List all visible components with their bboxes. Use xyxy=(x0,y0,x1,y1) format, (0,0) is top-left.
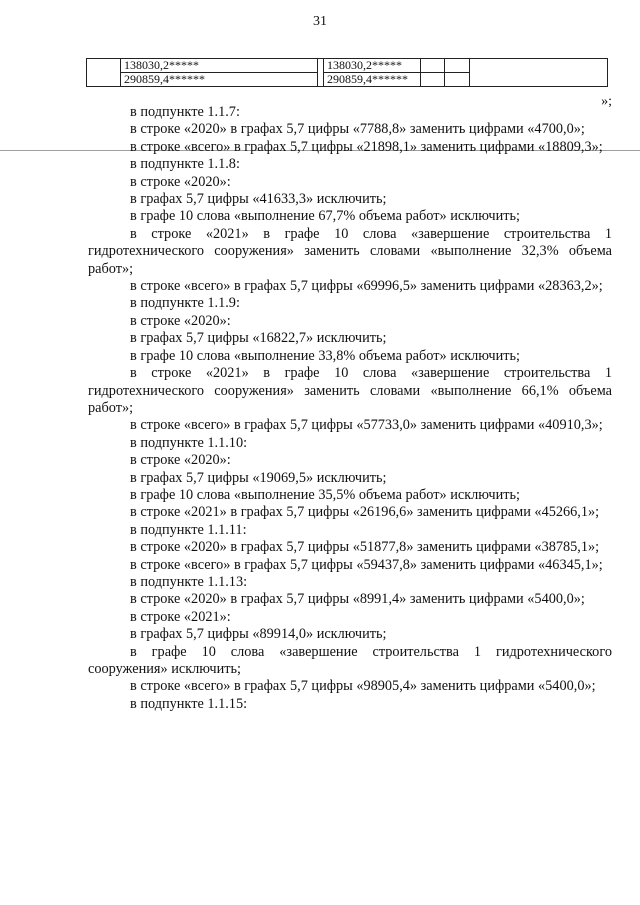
paragraph: в строке «2020» в графах 5,7 цифры «51877,8» заменить цифрами «38785,1»; xyxy=(130,539,600,556)
table-cell xyxy=(445,73,470,87)
paragraph: в графе 10 слова «выполнение 67,7% объема работ» исключить; xyxy=(130,208,520,225)
paragraph: в графах 5,7 цифры «16822,7» исключить; xyxy=(130,330,387,347)
paragraph: в подпункте 1.1.8: xyxy=(130,156,240,173)
page-number: 31 xyxy=(313,14,327,29)
paragraph: в строке «всего» в графах 5,7 цифры «59437,8» заменить цифрами «46345,1»; xyxy=(130,556,603,573)
paragraph: в строке «2020»: xyxy=(130,173,231,190)
document-body xyxy=(88,104,612,713)
paragraph: в строке «2020»: xyxy=(130,312,231,329)
paragraph: в подпункте 1.1.15: xyxy=(130,695,248,712)
paragraph: в строке «2021» в графах 5,7 цифры «26196,6» заменить цифрами «45266,1»; xyxy=(130,504,600,521)
table-cell: 138030,2***** xyxy=(121,59,318,73)
paragraph: в графах 5,7 цифры «41633,3» исключить; xyxy=(130,191,387,208)
closing-quote: »; xyxy=(601,94,612,109)
table-row xyxy=(87,59,608,73)
paragraph: в строке «2021» в графе 10 слова «завершение строительства 1 гидротехнического сооружения» заменить словами «выполнение 32,3% объема работ»; xyxy=(88,225,612,277)
paragraph: в подпункте 1.1.9: xyxy=(130,295,240,312)
table-cell xyxy=(87,59,121,87)
paragraph: в подпункте 1.1.13: xyxy=(130,573,248,590)
table-cell xyxy=(421,73,445,87)
paragraph: в подпункте 1.1.11: xyxy=(130,521,247,538)
paragraph: в строке «2020» в графах 5,7 цифры «7788,8» заменить цифрами «4700,0»; xyxy=(130,121,585,138)
table-cell xyxy=(421,59,445,73)
amendment-table xyxy=(86,58,608,87)
paragraph: в графах 5,7 цифры «89914,0» исключить; xyxy=(130,626,387,643)
paragraph: в подпункте 1.1.7: xyxy=(130,104,240,120)
paragraph: в строке «2021» в графе 10 слова «завершение строительства 1 гидротехнического сооружения» заменить словами «выполнение 66,1% объема работ»; xyxy=(88,365,612,416)
paragraph: в графе 10 слова «выполнение 33,8% объема работ» исключить; xyxy=(130,347,520,364)
paragraph: в строке «всего» в графах 5,7 цифры «21898,1» заменить цифрами «18809,3»; xyxy=(130,138,603,155)
paragraph: в строке «всего» в графах 5,7 цифры «57733,0» заменить цифрами «40910,3»; xyxy=(130,417,603,434)
paragraph: в строке «2020»: xyxy=(130,452,231,469)
paragraph: в графах 5,7 цифры «19069,5» исключить; xyxy=(130,469,387,486)
paragraph: в строке «2020» в графах 5,7 цифры «8991,4» заменить цифрами «5400,0»; xyxy=(130,591,585,608)
paragraph: в строке «2021»: xyxy=(130,608,231,625)
paragraph: в графе 10 слова «выполнение 35,5% объема работ» исключить; xyxy=(130,486,520,503)
table-cell: 290859,4****** xyxy=(324,73,421,87)
table-cell: 138030,2***** xyxy=(324,59,421,73)
table-cell: 290859,4****** xyxy=(121,73,318,87)
paragraph: в графе 10 слова «завершение строительства 1 гидротехнического сооружения» исключить; xyxy=(88,643,612,677)
paragraph: в строке «всего» в графах 5,7 цифры «98905,4» заменить цифрами «5400,0»; xyxy=(130,678,596,695)
table-cell xyxy=(445,59,470,73)
paragraph: в подпункте 1.1.10: xyxy=(130,434,248,451)
paragraph: в строке «всего» в графах 5,7 цифры «69996,5» заменить цифрами «28363,2»; xyxy=(130,278,603,295)
table-cell xyxy=(470,59,608,87)
